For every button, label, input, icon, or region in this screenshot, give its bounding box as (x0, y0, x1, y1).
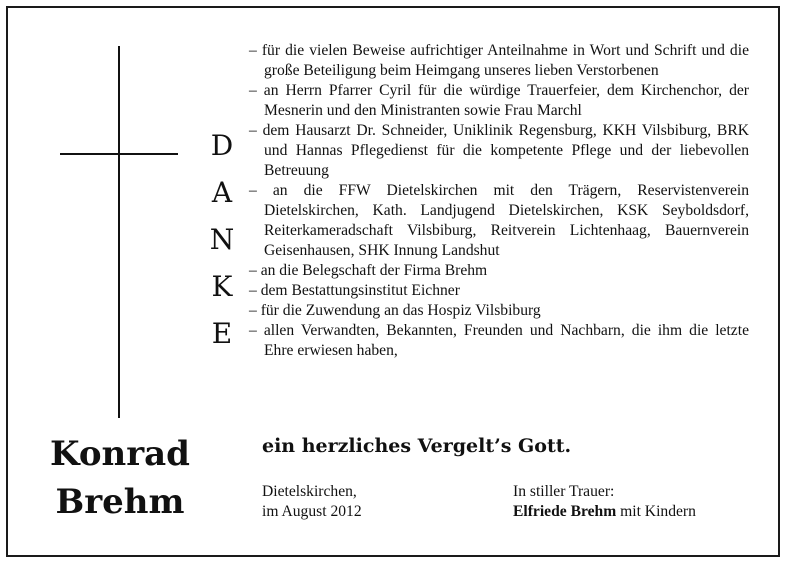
mourner-line (513, 502, 696, 522)
deceased-name (30, 430, 210, 526)
deceased-last-name: Brehm (55, 482, 185, 522)
heading-letter: A (211, 176, 233, 209)
thanks-item: – an die FFW Dietelskirchen mit den Trägern, Reservistenverein Dietelskirchen, Kath. Landjugend Dietelskirchen, KSK Seyboldsdorf, Reiterkameradschaft Vilsbiburg, Reitverein Lichtenhaag, Bauernverein Geisenhausen, SHK Innung Landshut (249, 182, 749, 259)
cross-icon-horizontal (60, 153, 178, 155)
mourner-name: Elfriede Brehm (513, 503, 617, 520)
cross-icon-vertical (118, 46, 120, 418)
thanks-item: – dem Hausarzt Dr. Schneider, Uniklinik Regensburg, KKH Vilsbiburg, BRK und Hannas Pflegedienst für die kompetente Pflege und der liebevollen Betreuung (249, 122, 749, 179)
danke-heading (202, 122, 242, 357)
mourner-suffix: mit Kindern (616, 503, 696, 520)
closing-line: ein herzliches Vergelt’s Gott. (262, 435, 572, 457)
deceased-first-name: Konrad (50, 434, 190, 474)
thanks-item: – an Herrn Pfarrer Cyril für die würdige Trauerfeier, dem Kirchenchor, der Mesnerin und den Ministranten sowie Frau Marchl (249, 82, 749, 119)
thanks-item: – dem Bestattungsinstitut Eichner (249, 282, 460, 299)
heading-letter: N (209, 223, 235, 256)
date-text: im August 2012 (262, 503, 362, 520)
heading-letter: K (211, 270, 233, 303)
place-date (262, 482, 362, 522)
thanks-item: – an die Belegschaft der Firma Brehm (249, 262, 488, 279)
mourning-label: In stiller Trauer: (513, 483, 615, 500)
mourners (513, 482, 696, 522)
thanks-list (249, 41, 749, 361)
heading-letter: D (210, 129, 234, 162)
thanks-item: – für die vielen Beweise aufrichtiger Anteilnahme in Wort und Schrift und die große Beteiligung beim Heimgang unseres lieben Verstorbenen (249, 42, 749, 79)
thanks-item: – allen Verwandten, Bekannten, Freunden und Nachbarn, die ihm die letzte Ehre erwiesen haben, (249, 322, 749, 359)
thanks-item: – für die Zuwendung an das Hospiz Vilsbiburg (249, 302, 541, 319)
place-text: Dietelskirchen, (262, 483, 357, 500)
heading-letter: E (211, 317, 233, 350)
